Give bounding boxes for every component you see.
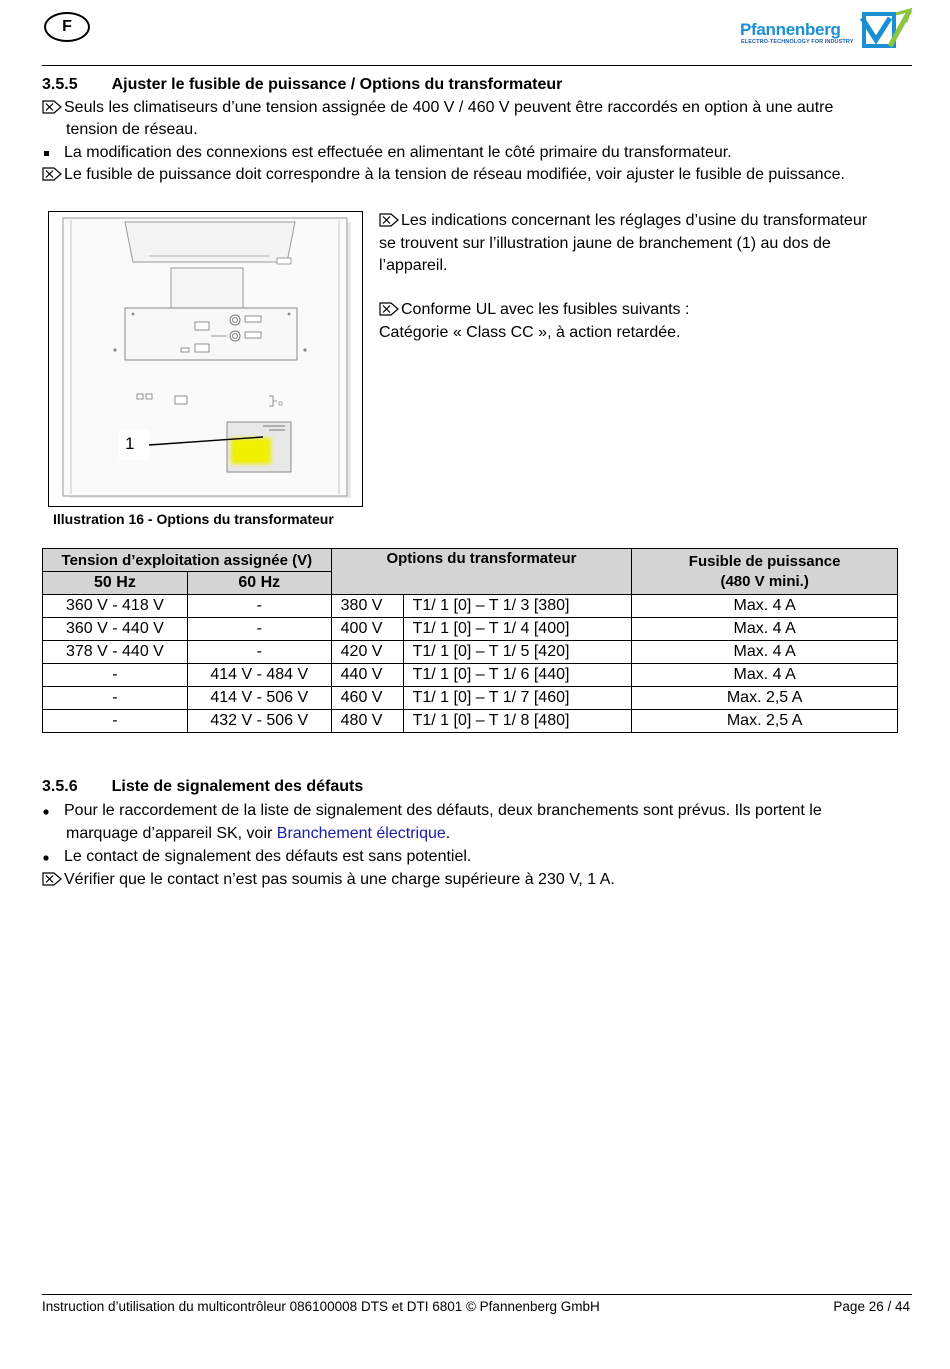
hint-icon xyxy=(379,210,401,233)
side-note-line: se trouvent sur l’illustration jaune de branchement (1) au dos de xyxy=(379,234,831,252)
cell-voltage: 380 V xyxy=(331,595,403,618)
transformer-options-table xyxy=(42,548,898,733)
hint-text: Seuls les climatiseurs d’une tension assignée de 400 V / 460 V peuvent être raccordés en option à une autre xyxy=(64,99,834,116)
section-title: Liste de signalement des défauts xyxy=(111,778,364,795)
hint-item-1 xyxy=(42,97,833,120)
cell-fuse: Max. 4 A xyxy=(632,664,898,687)
bullet-text-cont: marquage d’appareil SK, voir xyxy=(66,825,277,842)
bullet-item xyxy=(42,142,732,165)
footer-document-title: Instruction d’utilisation du multicontrôleur 086100008 DTS et DTI 6801 © Pfannenberg GmbH xyxy=(42,1299,600,1314)
cell-wiring: T1/ 1 [0] – T 1/ 5 [420] xyxy=(403,641,632,664)
cell-50hz: - xyxy=(43,664,188,687)
cell-50hz: - xyxy=(43,687,188,710)
bullet-item xyxy=(42,846,471,869)
cell-wiring: T1/ 1 [0] – T 1/ 6 [440] xyxy=(403,664,632,687)
cell-50hz: 360 V - 418 V xyxy=(43,595,188,618)
cell-50hz: 360 V - 440 V xyxy=(43,618,188,641)
callout-label: 1 xyxy=(125,434,135,453)
cell-wiring: T1/ 1 [0] – T 1/ 3 [380] xyxy=(403,595,632,618)
bullet-text: La modification des connexions est effectuée en alimentant le côté primaire du transformateur. xyxy=(64,144,732,161)
logo-name: Pfannenberg xyxy=(740,20,841,39)
language-badge xyxy=(44,12,90,42)
table-row xyxy=(43,710,898,733)
cell-voltage: 420 V xyxy=(331,641,403,664)
branchement-electrique-link[interactable]: Branchement électrique xyxy=(276,825,446,842)
hint-icon xyxy=(42,97,64,120)
hint-icon xyxy=(379,299,401,322)
cell-wiring: T1/ 1 [0] – T 1/ 4 [400] xyxy=(403,618,632,641)
table-row xyxy=(43,618,898,641)
hint-text: Le fusible de puissance doit correspondre à la tension de réseau modifiée, voir ajuster le fusible de puissance. xyxy=(64,166,845,183)
cell-voltage: 400 V xyxy=(331,618,403,641)
side-note-line: l’appareil. xyxy=(379,257,448,274)
square-bullet-icon xyxy=(42,142,64,165)
section-title: Ajuster le fusible de puissance / Options du transformateur xyxy=(111,76,563,93)
cell-wiring: T1/ 1 [0] – T 1/ 7 [460] xyxy=(403,687,632,710)
hint-text: Vérifier que le contact n’est pas soumis à une charge supérieure à 230 V, 1 A. xyxy=(64,871,615,888)
section-number: 3.5.5 xyxy=(42,76,78,93)
pfannenberg-logo xyxy=(736,6,912,50)
bullet-text: Pour le raccordement de la liste de signalement des défauts, deux branchements sont prévus. Ils portent le xyxy=(64,802,822,819)
cell-fuse: Max. 4 A xyxy=(632,618,898,641)
side-note-line: Catégorie « Class CC », à action retardée. xyxy=(379,323,681,341)
section-number: 3.5.6 xyxy=(42,778,78,795)
cell-60hz: - xyxy=(187,595,331,618)
side-note-ul xyxy=(379,299,689,344)
transformer-illustration xyxy=(48,211,363,507)
bullet-item xyxy=(42,800,822,823)
hint-item-1-cont xyxy=(66,119,198,142)
header-fuse xyxy=(632,549,898,595)
cell-wiring: T1/ 1 [0] – T 1/ 8 [480] xyxy=(403,710,632,733)
logo-tagline: ELECTRO-TECHNOLOGY FOR INDUSTRY xyxy=(741,39,854,45)
side-note-text: Les indications concernant les réglages d’usine du transformateur xyxy=(401,212,868,229)
cell-50hz: 378 V - 440 V xyxy=(43,641,188,664)
hint-item-2 xyxy=(42,164,845,187)
hint-item xyxy=(42,869,615,892)
cell-fuse: Max. 2,5 A xyxy=(632,687,898,710)
cell-voltage: 460 V xyxy=(331,687,403,710)
cell-voltage: 480 V xyxy=(331,710,403,733)
cell-50hz: - xyxy=(43,710,188,733)
footer-divider xyxy=(42,1294,912,1295)
table-row xyxy=(43,664,898,687)
cell-fuse: Max. 4 A xyxy=(632,595,898,618)
logo-mark-icon xyxy=(860,6,912,50)
header-options: Options du transformateur xyxy=(331,549,632,595)
bullet-text: Le contact de signalement des défauts est sans potentiel. xyxy=(64,848,472,865)
header-divider xyxy=(42,65,912,66)
hint-icon xyxy=(42,869,64,892)
cell-60hz: 414 V - 484 V xyxy=(187,664,331,687)
figure-caption: Illustration 16 - Options du transformateur xyxy=(53,511,334,527)
side-note-text: Conforme UL avec les fusibles suivants : xyxy=(401,301,690,318)
round-bullet-icon xyxy=(42,800,64,823)
cell-voltage: 440 V xyxy=(331,664,403,687)
side-note-line xyxy=(379,210,867,233)
cell-60hz: - xyxy=(187,618,331,641)
header-fuse-line1: Fusible de puissance xyxy=(688,552,841,570)
hint-icon xyxy=(42,164,64,187)
hint-text-cont: tension de réseau. xyxy=(66,121,198,138)
cell-fuse: Max. 4 A xyxy=(632,641,898,664)
table-header-row xyxy=(43,549,898,572)
bullet-text-suffix: . xyxy=(445,825,451,842)
header-voltage: Tension d’exploitation assignée (V) xyxy=(43,549,332,572)
bullet-item-cont xyxy=(66,823,450,846)
table-row xyxy=(43,641,898,664)
side-note-factory xyxy=(379,210,867,278)
side-note-line xyxy=(379,299,689,322)
table-row xyxy=(43,687,898,710)
round-bullet-icon xyxy=(42,846,64,869)
cell-60hz: - xyxy=(187,641,331,664)
cell-fuse: Max. 2,5 A xyxy=(632,710,898,733)
section-heading-356 xyxy=(42,778,363,796)
device-back-drawing xyxy=(49,212,362,506)
header-50hz: 50 Hz xyxy=(43,572,188,595)
header-60hz: 60 Hz xyxy=(187,572,331,595)
language-label: F xyxy=(62,18,72,35)
header-fuse-line2: (480 V mini.) xyxy=(720,572,809,590)
cell-60hz: 432 V - 506 V xyxy=(187,710,331,733)
cell-60hz: 414 V - 506 V xyxy=(187,687,331,710)
section-heading-355 xyxy=(42,76,562,94)
table-row xyxy=(43,595,898,618)
footer-page-number: Page 26 / 44 xyxy=(833,1299,910,1314)
